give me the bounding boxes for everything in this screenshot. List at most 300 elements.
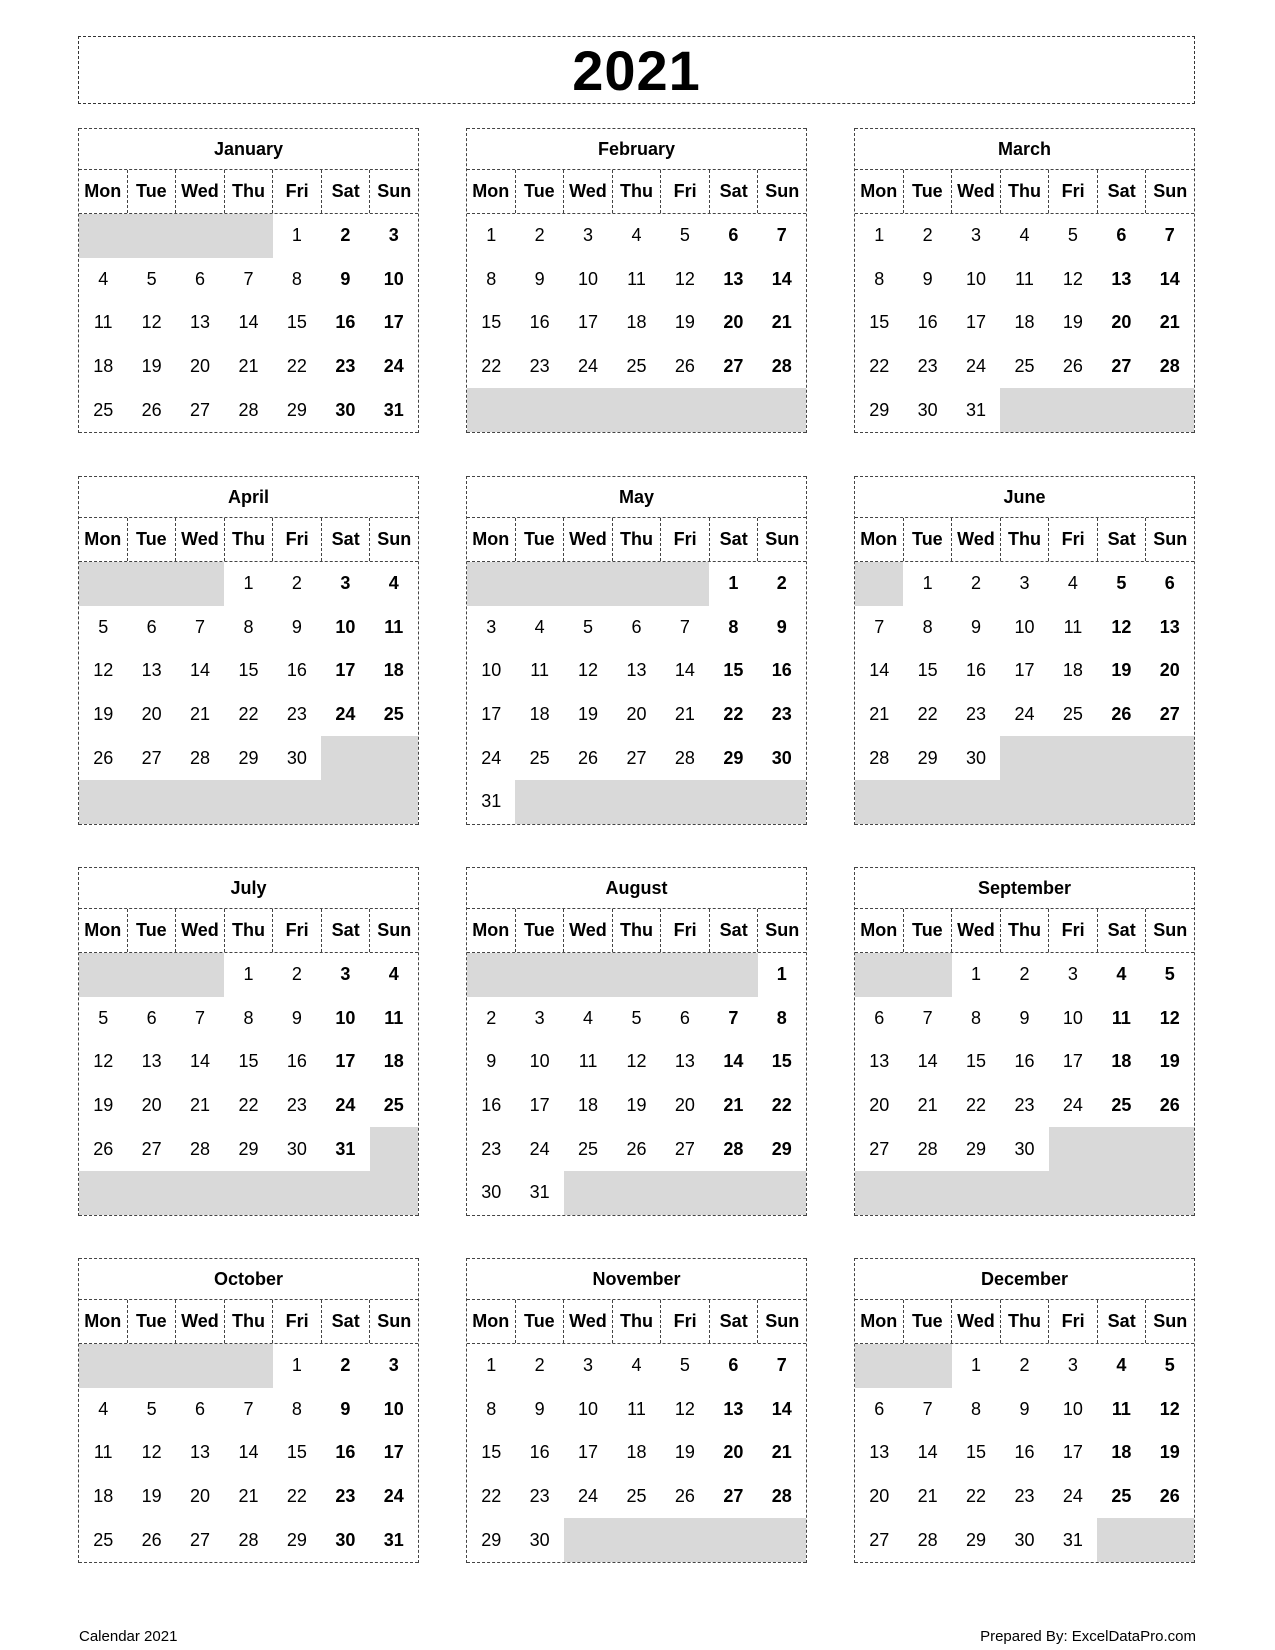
empty-day-cell: [370, 1127, 418, 1171]
day-cell: 23: [1014, 1095, 1035, 1116]
day-cell: 26: [674, 356, 695, 377]
day-cell: 28: [238, 1529, 259, 1550]
weekday-label: Thu: [1001, 518, 1050, 561]
day-cell: 29: [481, 1529, 502, 1550]
day-cell: 30: [771, 747, 792, 768]
day-cell: 23: [335, 356, 356, 377]
day-cell: 24: [335, 704, 356, 725]
day-cell: 18: [93, 1486, 114, 1507]
day-cell: 26: [1159, 1095, 1180, 1116]
day-cell: 7: [195, 616, 206, 637]
month-april: [78, 476, 419, 825]
day-cell: 4: [1019, 225, 1030, 246]
day-cell: 12: [674, 1398, 695, 1419]
empty-day-cell: [1049, 1127, 1097, 1171]
weekday-label: Sat: [1098, 518, 1147, 561]
day-cell: 3: [971, 225, 982, 246]
weekday-label: Thu: [613, 1300, 662, 1343]
day-cell: 19: [141, 1486, 162, 1507]
month-march: [854, 128, 1195, 433]
month-title: July: [79, 867, 418, 909]
weekday-label: Fri: [273, 1300, 322, 1343]
day-cell: 12: [1111, 616, 1132, 637]
weekday-label: Wed: [564, 909, 613, 952]
day-cell: 30: [481, 1182, 502, 1203]
day-cell: 8: [486, 1398, 497, 1419]
day-cell: 20: [626, 704, 647, 725]
weekday-label: Sat: [322, 170, 371, 213]
day-cell: 30: [1014, 1529, 1035, 1550]
day-cell: 13: [869, 1442, 890, 1463]
day-cell: 28: [917, 1529, 938, 1550]
day-cell: 23: [481, 1138, 502, 1159]
day-cell: 1: [776, 964, 787, 985]
day-cell: 16: [1014, 1442, 1035, 1463]
day-cell: 12: [141, 312, 162, 333]
weekday-label: Mon: [79, 170, 128, 213]
day-cell: 26: [674, 1486, 695, 1507]
day-cell: 18: [626, 312, 647, 333]
empty-day-cell: [855, 1171, 903, 1215]
day-cell: 22: [869, 356, 890, 377]
day-cell: 2: [291, 573, 302, 594]
weekday-label: Tue: [904, 170, 953, 213]
day-cell: 7: [679, 616, 690, 637]
day-cell: 17: [1014, 660, 1035, 681]
day-cell: 4: [631, 225, 642, 246]
weekday-label: Sat: [322, 518, 371, 561]
day-cell: 11: [627, 1398, 646, 1419]
day-cell: 20: [869, 1095, 890, 1116]
day-cell: 14: [869, 660, 890, 681]
day-cell: 18: [1111, 1442, 1132, 1463]
day-cell: 1: [874, 225, 885, 246]
day-cell: 3: [1067, 964, 1078, 985]
day-cell: 14: [190, 660, 211, 681]
weekday-header-row: [467, 909, 806, 953]
day-cell: 6: [146, 616, 157, 637]
day-cell: 25: [578, 1138, 599, 1159]
empty-day-cell: [855, 562, 903, 606]
day-cell: 8: [874, 268, 885, 289]
weekday-label: Tue: [128, 909, 177, 952]
day-cell: 6: [874, 1007, 885, 1028]
day-cell: 7: [776, 1355, 787, 1376]
day-grid: [79, 214, 418, 433]
day-cell: 16: [771, 660, 792, 681]
day-cell: 10: [335, 1007, 356, 1028]
day-cell: 15: [723, 660, 744, 681]
day-cell: 6: [195, 1398, 206, 1419]
empty-day-cell: [370, 736, 418, 780]
weekday-label: Fri: [1049, 1300, 1098, 1343]
empty-day-cell: [515, 562, 563, 606]
day-cell: 27: [190, 399, 211, 420]
day-cell: 13: [626, 660, 647, 681]
day-cell: 4: [631, 1355, 642, 1376]
day-cell: 17: [578, 1442, 599, 1463]
day-cell: 3: [340, 573, 351, 594]
day-cell: 25: [383, 704, 404, 725]
day-cell: 16: [481, 1095, 502, 1116]
weekday-label: Fri: [661, 170, 710, 213]
day-cell: 7: [922, 1398, 933, 1419]
day-cell: 25: [1111, 1095, 1132, 1116]
day-cell: 26: [1062, 356, 1083, 377]
day-cell: 27: [723, 1486, 744, 1507]
day-cell: 10: [1014, 616, 1035, 637]
day-cell: 4: [98, 1398, 109, 1419]
weekday-label: Sat: [710, 518, 759, 561]
day-cell: 9: [776, 616, 787, 637]
day-cell: 28: [771, 1486, 792, 1507]
day-cell: 19: [141, 356, 162, 377]
empty-day-cell: [79, 953, 127, 997]
weekday-label: Mon: [855, 518, 904, 561]
weekday-header-row: [467, 170, 806, 214]
day-cell: 13: [141, 660, 162, 681]
day-cell: 5: [679, 1355, 690, 1376]
weekday-label: Fri: [273, 909, 322, 952]
day-cell: 1: [486, 225, 497, 246]
day-cell: 17: [1062, 1442, 1083, 1463]
weekday-label: Mon: [79, 1300, 128, 1343]
weekday-label: Mon: [467, 518, 516, 561]
weekday-header-row: [79, 170, 418, 214]
day-cell: 28: [190, 1138, 211, 1159]
empty-day-cell: [176, 780, 224, 824]
day-grid: [855, 1344, 1194, 1563]
day-cell: 23: [286, 1095, 307, 1116]
day-cell: 2: [486, 1007, 497, 1028]
weekday-label: Wed: [952, 170, 1001, 213]
empty-day-cell: [612, 388, 660, 432]
day-cell: 9: [922, 268, 933, 289]
day-cell: 17: [529, 1095, 550, 1116]
day-cell: 26: [1159, 1486, 1180, 1507]
month-december: [854, 1258, 1195, 1563]
weekday-label: Fri: [1049, 518, 1098, 561]
day-cell: 3: [583, 1355, 594, 1376]
month-title: April: [79, 476, 418, 518]
day-cell: 30: [286, 747, 307, 768]
weekday-label: Tue: [516, 518, 565, 561]
day-cell: 8: [243, 1007, 254, 1028]
day-cell: 1: [291, 1355, 302, 1376]
empty-day-cell: [1000, 736, 1048, 780]
weekday-label: Thu: [225, 1300, 274, 1343]
day-cell: 20: [190, 1486, 211, 1507]
month-title: June: [855, 476, 1194, 518]
day-cell: 5: [1164, 964, 1175, 985]
empty-day-cell: [612, 1171, 660, 1215]
weekday-label: Mon: [79, 518, 128, 561]
day-cell: 24: [578, 1486, 599, 1507]
day-cell: 16: [966, 660, 987, 681]
empty-day-cell: [176, 953, 224, 997]
day-cell: 3: [388, 1355, 399, 1376]
day-cell: 22: [238, 1095, 259, 1116]
month-september: [854, 867, 1195, 1216]
empty-day-cell: [273, 780, 321, 824]
day-cell: 26: [93, 747, 114, 768]
day-cell: 10: [1062, 1398, 1083, 1419]
empty-day-cell: [370, 1171, 418, 1215]
weekday-label: Fri: [1049, 909, 1098, 952]
day-cell: 26: [1111, 704, 1132, 725]
day-cell: 13: [674, 1051, 695, 1072]
day-cell: 4: [388, 573, 399, 594]
day-cell: 19: [578, 704, 599, 725]
day-cell: 30: [286, 1138, 307, 1159]
weekday-header-row: [79, 1300, 418, 1344]
weekday-label: Fri: [661, 518, 710, 561]
day-cell: 11: [1063, 616, 1083, 637]
empty-day-cell: [1146, 780, 1194, 824]
weekday-label: Sun: [377, 181, 412, 201]
day-cell: 22: [481, 356, 502, 377]
day-cell: 17: [578, 312, 599, 333]
day-cell: 14: [917, 1051, 938, 1072]
empty-day-cell: [952, 780, 1000, 824]
day-cell: 19: [93, 704, 114, 725]
weekday-label: Thu: [613, 518, 662, 561]
day-cell: 31: [966, 399, 987, 420]
day-cell: 17: [335, 1051, 356, 1072]
day-cell: 12: [578, 660, 599, 681]
weekday-label: Tue: [904, 909, 953, 952]
empty-day-cell: [1146, 1171, 1194, 1215]
empty-day-cell: [661, 1518, 709, 1562]
day-cell: 29: [966, 1529, 987, 1550]
weekday-header-row: [855, 518, 1194, 562]
day-cell: 4: [583, 1007, 594, 1028]
day-cell: 3: [583, 225, 594, 246]
month-august: [466, 867, 807, 1216]
day-cell: 28: [1159, 356, 1180, 377]
day-cell: 2: [340, 1355, 351, 1376]
day-cell: 13: [723, 1398, 744, 1419]
day-cell: 5: [1164, 1355, 1175, 1376]
day-cell: 13: [190, 1442, 211, 1463]
day-cell: 28: [238, 399, 259, 420]
day-cell: 30: [966, 747, 987, 768]
day-cell: 12: [674, 268, 695, 289]
day-cell: 25: [626, 356, 647, 377]
day-grid: [855, 214, 1194, 433]
day-cell: 11: [1015, 268, 1034, 289]
day-cell: 12: [93, 1051, 114, 1072]
empty-day-cell: [758, 388, 806, 432]
empty-day-cell: [176, 1171, 224, 1215]
day-cell: 21: [238, 356, 259, 377]
day-cell: 5: [146, 1398, 157, 1419]
day-cell: 3: [534, 1007, 545, 1028]
day-cell: 20: [141, 704, 162, 725]
day-cell: 21: [674, 704, 695, 725]
day-cell: 29: [869, 399, 890, 420]
day-cell: 6: [195, 268, 206, 289]
day-cell: 20: [141, 1095, 162, 1116]
day-grid: [467, 1344, 806, 1563]
weekday-label: Wed: [952, 518, 1001, 561]
empty-day-cell: [1146, 388, 1194, 432]
day-cell: 27: [869, 1529, 890, 1550]
empty-day-cell: [467, 562, 515, 606]
day-cell: 9: [971, 616, 982, 637]
month-january: [78, 128, 419, 433]
day-cell: 21: [869, 704, 890, 725]
day-cell: 10: [578, 268, 599, 289]
year-title: 2021: [572, 38, 701, 102]
day-cell: 5: [1116, 573, 1127, 594]
day-cell: 29: [286, 1529, 307, 1550]
weekday-label: Thu: [225, 170, 274, 213]
weekday-label: Thu: [1001, 170, 1050, 213]
weekday-header-row: [855, 170, 1194, 214]
day-cell: 20: [869, 1486, 890, 1507]
weekday-label: Sat: [710, 170, 759, 213]
empty-day-cell: [758, 1518, 806, 1562]
day-cell: 5: [98, 1007, 109, 1028]
weekday-header-row: [79, 909, 418, 953]
day-cell: 16: [335, 1442, 356, 1463]
month-july: [78, 867, 419, 1216]
empty-day-cell: [903, 780, 951, 824]
day-cell: 19: [1159, 1051, 1180, 1072]
day-cell: 18: [1111, 1051, 1132, 1072]
weekday-header-row: [855, 1300, 1194, 1344]
month-may: [466, 476, 807, 825]
day-cell: 21: [723, 1095, 744, 1116]
day-cell: 27: [190, 1529, 211, 1550]
day-cell: 19: [674, 1442, 695, 1463]
day-cell: 29: [723, 747, 744, 768]
day-cell: 27: [141, 747, 162, 768]
day-cell: 16: [529, 312, 550, 333]
day-cell: 28: [771, 356, 792, 377]
day-cell: 19: [93, 1095, 114, 1116]
day-cell: 22: [238, 704, 259, 725]
weekday-label: Wed: [176, 909, 225, 952]
day-grid: [467, 953, 806, 1216]
month-june: [854, 476, 1195, 825]
day-cell: 6: [679, 1007, 690, 1028]
day-cell: 10: [383, 268, 404, 289]
day-cell: 2: [1019, 1355, 1030, 1376]
empty-day-cell: [1146, 1518, 1194, 1562]
weekday-label: Mon: [467, 909, 516, 952]
day-cell: 4: [1116, 964, 1127, 985]
month-title: October: [79, 1258, 418, 1300]
empty-day-cell: [176, 1344, 224, 1388]
empty-day-cell: [709, 1171, 757, 1215]
empty-day-cell: [661, 780, 709, 824]
day-cell: 24: [578, 356, 599, 377]
day-cell: 13: [1159, 616, 1180, 637]
day-cell: 3: [486, 616, 497, 637]
day-grid: [79, 953, 418, 1216]
day-cell: 6: [631, 616, 642, 637]
empty-day-cell: [515, 780, 563, 824]
weekday-label: Sun: [377, 1311, 412, 1331]
day-cell: 31: [1062, 1529, 1083, 1550]
day-cell: 22: [966, 1486, 987, 1507]
day-cell: 14: [238, 312, 259, 333]
day-cell: 13: [190, 312, 211, 333]
empty-day-cell: [127, 214, 175, 258]
day-cell: 24: [335, 1095, 356, 1116]
day-cell: 12: [1159, 1398, 1180, 1419]
weekday-label: Sat: [710, 1300, 759, 1343]
day-cell: 11: [1111, 1398, 1131, 1419]
day-cell: 15: [869, 312, 890, 333]
day-cell: 15: [286, 1442, 307, 1463]
day-cell: 10: [383, 1398, 404, 1419]
day-cell: 8: [971, 1398, 982, 1419]
day-cell: 27: [141, 1138, 162, 1159]
weekday-label: Tue: [516, 170, 565, 213]
empty-day-cell: [321, 736, 369, 780]
day-cell: 3: [1019, 573, 1030, 594]
day-cell: 16: [286, 1051, 307, 1072]
day-cell: 30: [917, 399, 938, 420]
day-cell: 10: [529, 1051, 550, 1072]
day-cell: 15: [238, 1051, 259, 1072]
day-cell: 21: [917, 1486, 938, 1507]
empty-day-cell: [758, 1171, 806, 1215]
day-cell: 7: [922, 1007, 933, 1028]
day-cell: 9: [486, 1051, 497, 1072]
day-cell: 8: [922, 616, 933, 637]
day-cell: 25: [1014, 356, 1035, 377]
day-cell: 30: [335, 399, 356, 420]
day-cell: 11: [627, 268, 646, 289]
weekday-header-row: [467, 518, 806, 562]
day-cell: 18: [626, 1442, 647, 1463]
weekday-label: Mon: [855, 170, 904, 213]
empty-day-cell: [1000, 1171, 1048, 1215]
day-cell: 10: [578, 1398, 599, 1419]
empty-day-cell: [952, 1171, 1000, 1215]
weekday-label: Thu: [613, 170, 662, 213]
day-cell: 1: [291, 225, 302, 246]
weekday-label: Sun: [765, 529, 800, 549]
weekday-label: Sun: [1153, 181, 1188, 201]
day-cell: 31: [383, 399, 404, 420]
day-cell: 5: [146, 268, 157, 289]
day-cell: 5: [583, 616, 594, 637]
day-cell: 24: [1062, 1095, 1083, 1116]
day-cell: 28: [869, 747, 890, 768]
month-title: May: [467, 476, 806, 518]
day-cell: 14: [771, 1398, 792, 1419]
day-cell: 25: [626, 1486, 647, 1507]
weekday-label: Sun: [765, 920, 800, 940]
weekday-label: Thu: [225, 518, 274, 561]
day-cell: 22: [917, 704, 938, 725]
day-cell: 17: [1062, 1051, 1083, 1072]
month-title: September: [855, 867, 1194, 909]
weekday-label: Thu: [225, 909, 274, 952]
day-cell: 18: [529, 704, 550, 725]
empty-day-cell: [224, 1344, 272, 1388]
empty-day-cell: [1097, 1127, 1145, 1171]
day-cell: 8: [728, 616, 739, 637]
weekday-label: Sat: [1098, 170, 1147, 213]
day-cell: 6: [146, 1007, 157, 1028]
day-cell: 27: [723, 356, 744, 377]
